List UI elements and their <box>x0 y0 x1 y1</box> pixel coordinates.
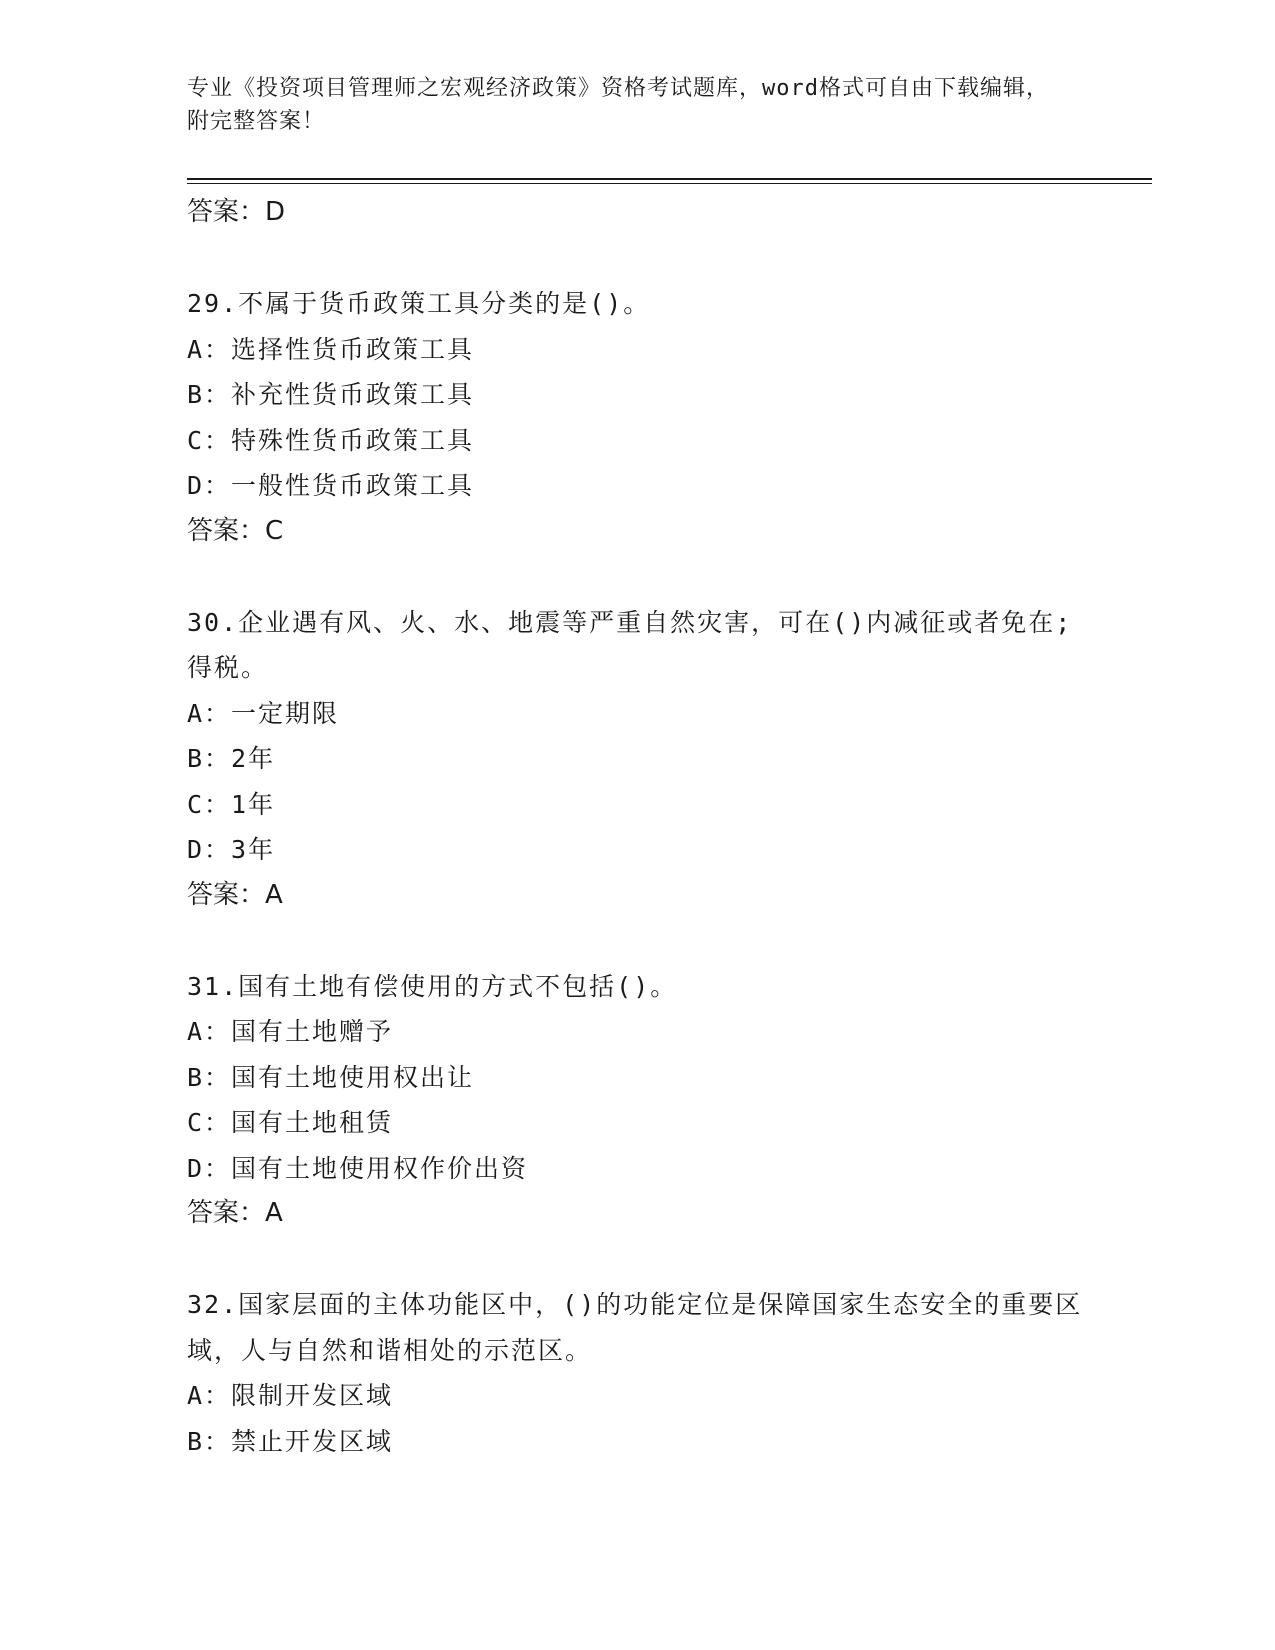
option-b: B：国有土地使用权出让 <box>187 1062 475 1092</box>
question-list <box>187 190 1087 1464</box>
question-text: 31.国有土地有偿使用的方式不包括()。 <box>187 971 678 1001</box>
option-d: D：3年 <box>187 835 276 864</box>
header-divider-thin <box>187 183 1152 184</box>
question-block <box>187 600 1087 918</box>
option-c: C：国有土地租赁 <box>187 1108 394 1137</box>
option-a: A：一定期限 <box>187 698 340 728</box>
answer-line: 答案：A <box>187 879 283 910</box>
option-b: B：禁止开发区域 <box>187 1426 394 1456</box>
question-text: 30.企业遇有风、火、水、地震等严重自然灾害，可在()内减征或者免在;得税。 <box>187 607 1073 682</box>
answer-line: 答案：C <box>187 515 284 546</box>
option-c: C：特殊性货币政策工具 <box>187 425 475 455</box>
header-divider <box>187 178 1152 180</box>
option-c: C：1年 <box>187 789 276 819</box>
document-header: 专业《投资项目管理师之宏观经济政策》资格考试题库，word格式可自由下载编辑，附完整答案！ <box>187 76 1049 134</box>
option-a: A：选择性货币政策工具 <box>187 334 475 364</box>
option-b: B：2年 <box>187 744 276 773</box>
question-block <box>187 1282 1087 1464</box>
question-block <box>187 964 1087 1237</box>
question-text: 29.不属于货币政策工具分类的是()。 <box>187 289 651 318</box>
option-d: D：国有土地使用权作价出资 <box>187 1153 529 1183</box>
answer-line: 答案：A <box>187 1198 283 1228</box>
question-block <box>187 281 1087 554</box>
option-a: A：国有土地赠予 <box>187 1017 394 1046</box>
question-text: 32.国家层面的主体功能区中，()的功能定位是保障国家生态安全的重要区域，人与自然和谐相处的示范区。 <box>187 1290 1083 1365</box>
answer-line: 答案：D <box>187 197 286 227</box>
option-d: D：一般性货币政策工具 <box>187 471 475 500</box>
option-a: A：限制开发区域 <box>187 1381 394 1410</box>
option-b: B：补充性货币政策工具 <box>187 380 475 409</box>
